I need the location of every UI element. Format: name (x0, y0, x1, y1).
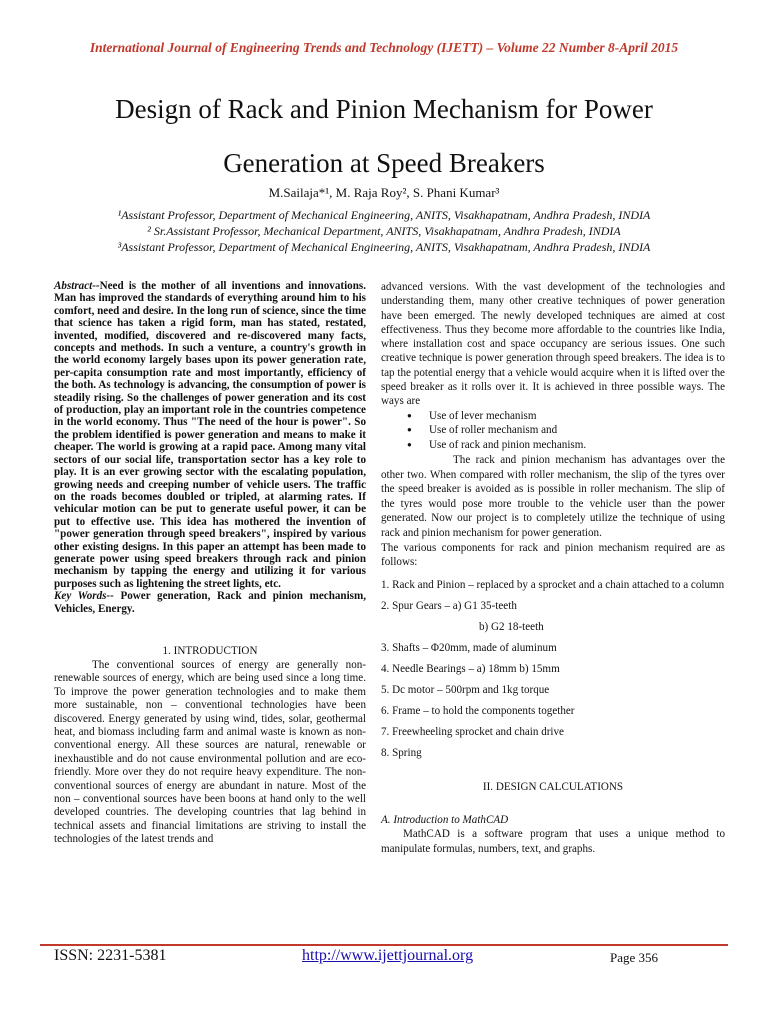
paper-title (40, 82, 728, 190)
subsection-heading: A. Introduction to MathCAD (381, 813, 509, 826)
component-item: 8. Spring (381, 747, 422, 760)
component-item: 7. Freewheeling sprocket and chain drive (381, 726, 564, 739)
component-item: 1. Rack and Pinion – replaced by a sprocket and a chain attached to a column (381, 579, 725, 592)
component-item: 2. Spur Gears – a) G1 35-teeth (381, 600, 517, 613)
component-item: 5. Dc motor – 500rpm and 1kg torque (381, 684, 550, 697)
right-column (381, 280, 725, 857)
page-number: Page 356 (610, 950, 659, 965)
component-item: b) G2 18-teeth (479, 621, 544, 634)
journal-header: International Journal of Engineering Trends and Technology (IJETT) – Volume 22 Number 8-April 2015 (89, 40, 679, 55)
bullet-icon: ● (407, 440, 412, 450)
title-line-2: Generation at Speed Breakers (223, 148, 545, 178)
left-column (54, 280, 366, 847)
component-item: 4. Needle Bearings – a) 18mm b) 15mm (381, 663, 560, 676)
footer-rule (40, 944, 728, 946)
component-item: 3. Shafts – Φ20mm, made of aluminum (381, 642, 557, 655)
authors: M.Sailaja*¹, M. Raja Roy², S. Phani Kumar³ (268, 185, 500, 200)
list-item-text: Use of lever mechanism (429, 409, 537, 422)
bullet-icon: ● (407, 425, 412, 435)
abstract-label: Abstract-- (54, 280, 100, 292)
section-2-heading: II. DESIGN CALCULATIONS (482, 781, 624, 794)
keywords-text: Power generation, Rack and pinion mechanism, Vehicles, Energy. (54, 590, 366, 615)
right-para-1: advanced versions. With the vast development of the technologies and understanding them, many other creative techniques of power generation have been emerged. The newly developed techniques are aimed at cost effectiveness. Thus they become more affordable to the countries like India, where installation cost and space occupancy are serious issues. One such creative technique is power generation through speed breakers. The idea is to tap the potential energy that a vehicle would acquire when it is lifted over the speed breaker as it rolls over it. It is achieved in three possible ways. The ways are (381, 281, 725, 408)
list-item-text: Use of roller mechanism and (429, 424, 558, 437)
list-item (407, 409, 725, 424)
intro-text: The conventional sources of energy are generally non-renewable sources of energy, which are being used since a long time. To improve the power generation technologies and to make them more sustainable, non – conventional technologies have been discovered. Energy generated by using wind, tides, solar, geothermal heat, and biomass including farm and animal waste is known as non-conventional energy. All these sources are natural, renewable or inexhaustible and do not cause environmental pollution and are eco-friendly. More over they do not require heavy expenditure. The non-conventional sources of energy are abundant in nature. Most of the non – conventional sources have been boons at hand only to the well developed countries. The developing countries that lag behind in technical assets and financial limitations are striving to install the technologies of the latest trends and (54, 658, 366, 846)
list-item (407, 423, 725, 438)
title-line-1: Design of Rack and Pinion Mechanism for Power (115, 94, 653, 124)
intro-heading: 1. INTRODUCTION (162, 645, 258, 658)
affiliation-1: ¹Assistant Professor, Department of Mechanical Engineering, ANITS, Visakhapatnam, Andhra Pradesh, INDIA (117, 208, 651, 222)
component-item: 6. Frame – to hold the components together (381, 705, 575, 718)
mathcad-text: MathCAD is a software program that uses a unique method to manipulate formulas, numbers, text, and graphs. (381, 827, 725, 855)
components-list (381, 575, 725, 764)
keywords-label: Key Words-- (54, 590, 114, 603)
bullet-icon: ● (407, 410, 412, 420)
journal-link[interactable]: http://www.ijettjournal.org (302, 947, 474, 964)
list-item-text: Use of rack and pinion mechanism. (429, 439, 587, 452)
keywords (54, 590, 366, 615)
affiliation-3: ³Assistant Professor, Department of Mechanical Engineering, ANITS, Visakhapatnam, Andhra Pradesh, INDIA (117, 240, 651, 254)
issn: ISSN: 2231-5381 (54, 947, 167, 964)
right-para-3: The various components for rack and pinion mechanism required are as follows: (381, 541, 725, 568)
affiliations (30, 207, 738, 255)
right-para-2: The rack and pinion mechanism has advantages over the other two. When compared with roller mechanism, the slip of the tyres over the speed breaker is avoided as is possible in roller mechanism. The slip of the tyres would pose more trouble to the vehicle user than the power generated. Now our project is to completely utilize the technique of using rack and pinion mechanism for power generation. (381, 454, 725, 540)
ways-list (407, 409, 725, 453)
abstract (54, 280, 366, 590)
list-item (407, 438, 725, 453)
affiliation-2: ² Sr.Assistant Professor, Mechanical Department, ANITS, Visakhapatnam, Andhra Pradesh, INDIA (147, 224, 621, 238)
abstract-text: Need is the mother of all inventions and innovations. Man has improved the standards of everything around him to his comfort, need and desire. In the long run of science, since the time that science has taken a rigid form, man has stated, restated, invented, modified, discovered and re-discovered many facts, concepts and methods. In such a venture, a country's growth in the world economy largely bases upon its power generation rate, per-capita consumption rate and most importantly, efficiency of the both. As technology is advancing, the consumption of power is steadily rising. So the challenges of power generation and its cost of production, play an important role in the countries competence in the world economy. Thus "The need of the hour is power". So the problem identified is power generation and means to make it cheaper. The world is growing at a rapid pace. Among many vital sectors of our social life, transportation sector has a key role to play. It is an ever growing sector with the escalating population, growing needs and creeping number of vehicle users. The traffic on the roads becomes doubled or tripled, at alarming rates. If vehicular motion can be put to generate useful power, it can be put to effective use. This idea has mothered the invention of "power generation through speed breakers", inspired by various other existing designs. In this paper an attempt has been made to generate power using speed breakers through rack and pinion mechanism by tapping the energy and utilizing it for various purposes such as lightening the street lights, etc. (54, 280, 366, 590)
